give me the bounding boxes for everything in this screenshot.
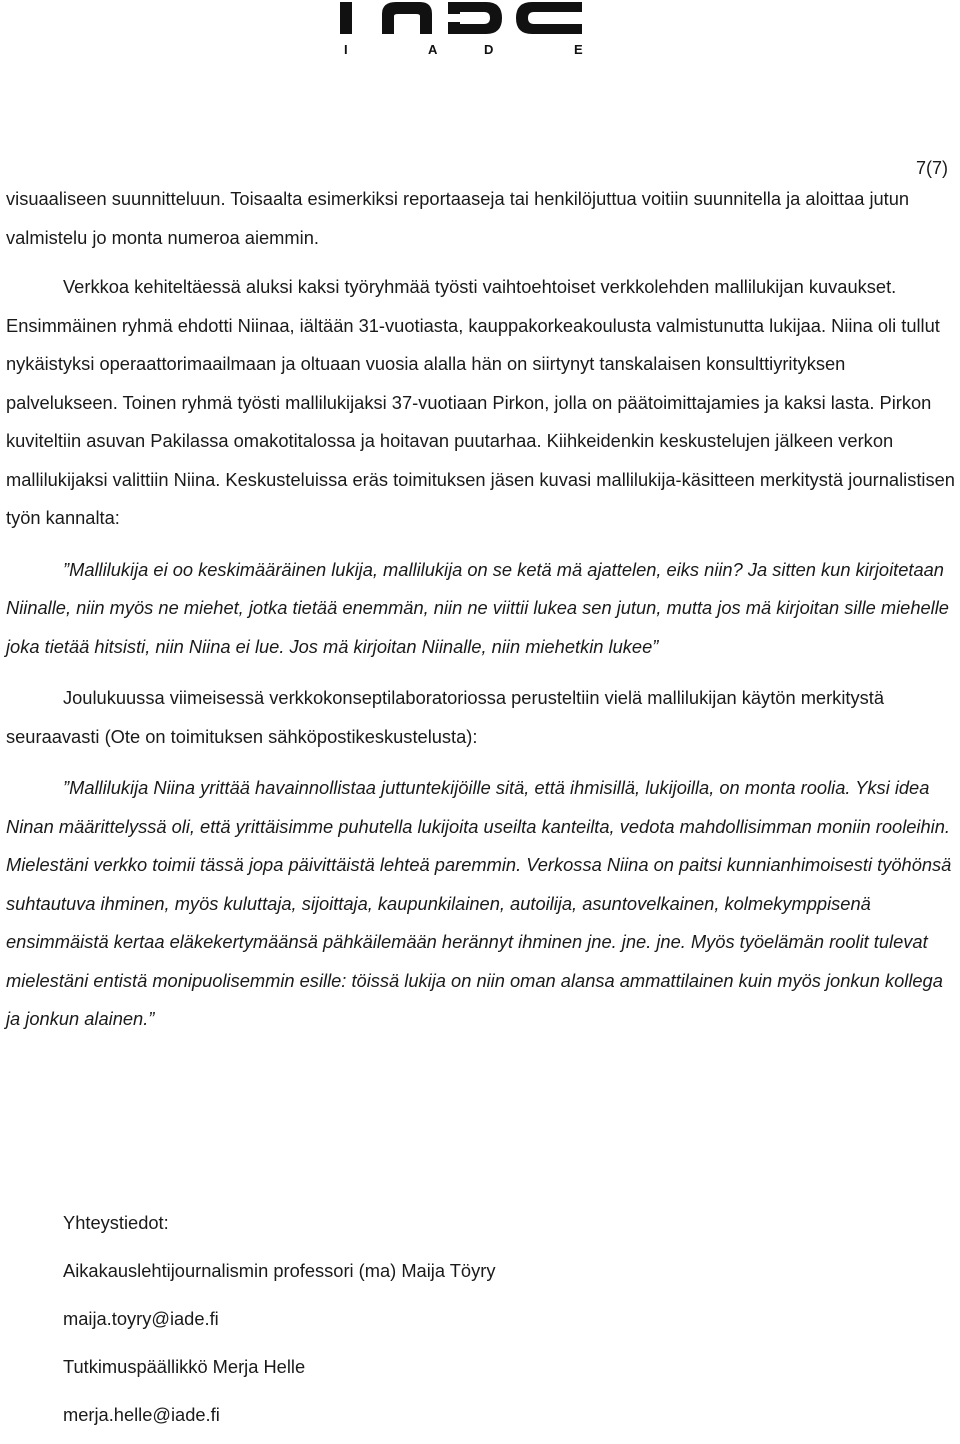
contact-person-2: Tutkimuspäällikkö Merja Helle: [63, 1356, 306, 1377]
quote-2: ”Mallilukija Niina yrittää havainnollistaa juttuntekijöille sitä, että ihmisillä, lukijoilla, on monta roolia. Yksi idea Ninan määrittelyssä oli, että yrittäisimme puhutella lukijoita useilta kanteilta, vedota mahdollisimman moniin rooleihin. Mielestäni verkko toimii tässä jopa päivittäistä lehteä paremmin. Verkossa Niina on paitsi kunnianhimoisesti työhönsä suhtautuva ihminen, myös kuluttaja, sijoittaja, kaupunkilainen, autoilija, asuntovelkainen, kolmekymppisenä ensimmäistä kertaa eläkekertymäänsä pähkäilemään herännyt ihminen jne. jne. jne. Myös työelämän roolit tulevat mielestäni entistä monipuolisemmin esille: töissä lukija on niin oman alansa ammattilainen kuin myös jonkun kollega ja jonkun alainen.”: [6, 777, 952, 1029]
paragraph-1: visuaaliseen suunnitteluun. Toisaalta esimerkiksi reportaaseja tai henkilöjuttua voitiin suunnitella ja aloittaa jutun valmistelu jo monta numeroa aiemmin.: [6, 188, 910, 248]
iade-logo-mark: [336, 0, 586, 64]
paragraph-3: Joulukuussa viimeisessä verkkokonseptilaboratoriossa perusteltiin vielä mallilukijan käytön merkitystä seuraavasti (Ote on toimituksen sähköpostikeskustelusta):: [6, 687, 884, 747]
contact-heading: Yhteystiedot:: [63, 1212, 169, 1233]
contact-email-1[interactable]: maija.toyry@iade.fi: [63, 1308, 219, 1329]
contact-info: [63, 1204, 495, 1444]
contact-email-2[interactable]: merja.helle@iade.fi: [63, 1404, 220, 1425]
page-number: 7(7): [915, 158, 948, 178]
paragraph-2: Verkkoa kehiteltäessä aluksi kaksi työryhmää työsti vaihtoehtoiset verkkolehden mallilukijan kuvaukset. Ensimmäinen ryhmä ehdotti Niinaa, iältään 31-vuotiasta, kauppakorkeakoulusta valmistunutta lukijaa. Niina oli tullut nykäistyksi operaattorimaailmaan ja oltuaan vuosia alalla hän on siirtynyt tanskalaisen konsulttiyrityksen palvelukseen. Toinen ryhmä työsti mallilukijaksi 37-vuotiaan Pirkon, jolla on päätoimittajamies ja kaksi lasta. Pirkon kuviteltiin asuvan Pakilassa omakotitalossa ja hoitavan puutarhaa. Kiihkeidenkin keskustelujen jälkeen verkon mallilukijaksi valittiin Niina. Keskusteluissa eräs toimituksen jäsen kuvasi mallilukija-käsitteen merkitystä journalistisen työn kannalta:: [6, 276, 955, 528]
logo-letter-e: E: [574, 42, 583, 57]
logo-letter-a: A: [428, 42, 438, 57]
quote-1: ”Mallilukija ei oo keskimääräinen lukija, mallilukija on se ketä mä ajattelen, eiks niin? Ja sitten kun kirjoitetaan Niinalle, niin myös ne miehet, jotka tietää enemmän, niin ne viittii lukea sen jutun, mutta jos mä kirjoitan sille miehelle joka tietää hitsisti, niin Niina ei lue. Jos mä kirjoitan Niinalle, niin miehetkin lukee”: [6, 558, 949, 657]
document-body: [6, 180, 956, 1039]
contact-person-1: Aikakauslehtijournalismin professori (ma) Maija Töyry: [63, 1260, 496, 1281]
logo-letter-d: D: [484, 42, 494, 57]
logo-letter-i: I: [344, 42, 348, 57]
iade-logo: [336, 0, 586, 64]
